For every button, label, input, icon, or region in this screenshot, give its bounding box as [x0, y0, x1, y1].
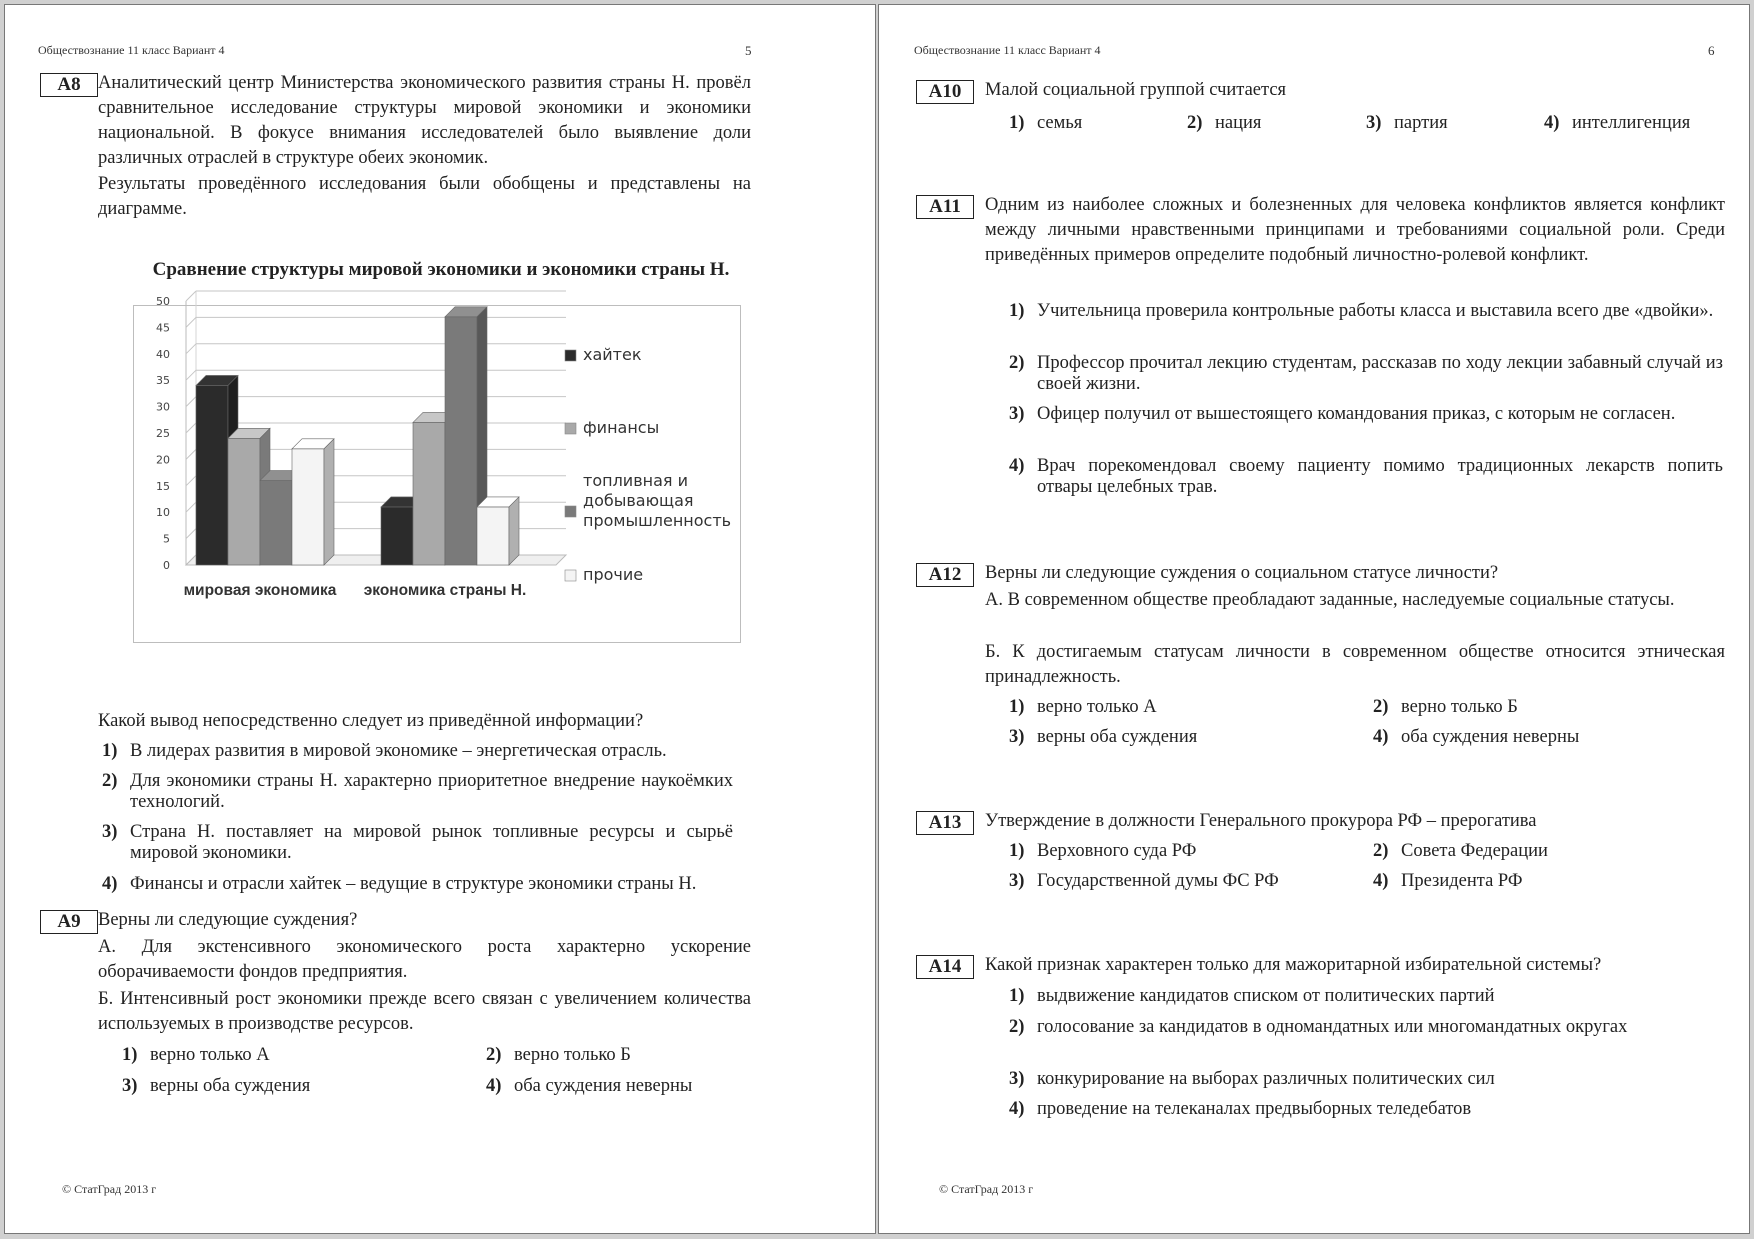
a9-statement-b: Б. Интенсивный рост экономики прежде всего связан с увеличением количества используемых в производстве ресурсов. — [98, 989, 751, 1034]
option-text: верно только Б — [1401, 697, 1518, 717]
y-tick-label: 10 — [156, 506, 170, 520]
bar-side-4-1 — [324, 439, 334, 565]
page-number: 6 — [1708, 43, 1715, 58]
a14-option-3[interactable] — [1009, 1069, 1725, 1090]
option-text: верны оба суждения — [1037, 727, 1198, 747]
x-category-label: мировая экономика — [183, 582, 337, 599]
y-tick-label: 15 — [156, 479, 170, 493]
legend-label: хайтек — [583, 345, 642, 364]
y-tick-label: 20 — [156, 453, 170, 467]
a9-option-1[interactable] — [122, 1045, 422, 1066]
bar-1-2 — [381, 507, 413, 565]
legend-swatch — [565, 423, 576, 434]
running-header: Обществознание 11 класс Вариант 4 — [38, 43, 225, 57]
chart-title: Сравнение структуры мировой экономики и экономики страны Н. — [152, 259, 730, 280]
option-text: верно только А — [150, 1045, 270, 1065]
page-number: 5 — [745, 43, 752, 58]
option-number: 1) — [102, 741, 118, 761]
a13-option-1[interactable] — [1009, 841, 1349, 862]
y-tick-label: 45 — [156, 321, 170, 335]
y-tick-label: 40 — [156, 347, 170, 361]
a9-option-4[interactable] — [486, 1076, 786, 1097]
option-number: 1) — [1009, 113, 1025, 133]
a10-option-3[interactable] — [1366, 113, 1546, 134]
question-label-a14: А14 — [916, 955, 974, 979]
option-text: верны оба суждения — [150, 1076, 311, 1096]
option-text: проведение на телеканалах предвыборных теледебатов — [1037, 1099, 1472, 1119]
question-label-a12: А12 — [916, 563, 974, 587]
bar-chart — [133, 295, 741, 643]
question-label-a9: А9 — [40, 910, 98, 934]
bar-side-4-2 — [509, 497, 519, 565]
a13-option-3[interactable] — [1009, 871, 1369, 892]
legend-label: финансы — [583, 418, 660, 437]
y-tick-label: 25 — [156, 427, 170, 440]
bar-2-2 — [413, 422, 445, 565]
footer: © СтатГрад 2013 г — [939, 1182, 1034, 1196]
option-text: Профессор прочитал лекцию студентам, рассказав по ходу лекции забавный случай из своей жизни. — [1037, 353, 1723, 394]
a9-option-3[interactable] — [122, 1076, 422, 1097]
a12-statement-b: Б. К достигаемым статусам личности в современном обществе относится этническая принадлежность. — [985, 642, 1725, 687]
option-number: 4) — [1009, 456, 1025, 476]
option-number: 3) — [1009, 727, 1025, 747]
option-number: 1) — [1009, 841, 1025, 861]
a11-text: Одним из наиболее сложных и болезненных для человека конфликтов является конфликт между личными нравственными принципами и требованиями социальной роли. Среди приведённых примеров определите подобный личностно-ролевой конфликт. — [985, 195, 1725, 265]
option-number: 2) — [1373, 697, 1389, 717]
a14-option-2[interactable] — [1009, 1017, 1725, 1038]
option-text: Для экономики страны Н. характерно приоритетное внедрение наукоёмких технологий. — [130, 771, 733, 812]
option-number: 2) — [1187, 113, 1203, 133]
bar-4-2 — [477, 507, 509, 565]
a12-option-2[interactable] — [1373, 697, 1713, 718]
a8-text: Аналитический центр Министерства экономического развития страны Н. провёл сравнительное исследование структуры мировой экономики и экономики национальной. В фокусе внимания исследователей было выявление доли различных отраслей в структуре обеих экономик. — [98, 73, 751, 168]
option-number: 3) — [122, 1076, 138, 1096]
a8-option-2[interactable] — [102, 771, 735, 813]
bar-3-2 — [445, 317, 477, 565]
option-number: 4) — [1009, 1099, 1025, 1119]
option-text: Учительница проверила контрольные работы класса и выставила всего две «двойки». — [1037, 301, 1714, 321]
legend-label: топливная и — [583, 471, 688, 490]
option-number: 4) — [1373, 871, 1389, 891]
a13-option-2[interactable] — [1373, 841, 1713, 862]
a14-option-1[interactable] — [1009, 986, 1725, 1007]
running-header: Обществознание 11 класс Вариант 4 — [914, 43, 1101, 57]
bar-4-1 — [292, 449, 324, 565]
x-category-label: экономика страны Н. — [363, 582, 527, 599]
footer: © СтатГрад 2013 г — [62, 1182, 157, 1196]
a11-option-3[interactable] — [1009, 404, 1725, 425]
option-number: 4) — [1544, 113, 1560, 133]
legend-swatch — [565, 350, 576, 361]
y-tick-label: 35 — [156, 374, 170, 388]
option-text: Совета Федерации — [1401, 841, 1548, 861]
legend-label: промышленность — [583, 511, 732, 530]
option-text: интеллигенция — [1572, 113, 1691, 133]
a8-question: Какой вывод непосредственно следует из приведённой информации? — [98, 711, 644, 731]
option-text: партия — [1394, 113, 1448, 133]
legend-label: добывающая — [583, 491, 694, 510]
a9-option-2[interactable] — [486, 1045, 786, 1066]
option-text: Финансы и отрасли хайтек – ведущие в структуре экономики страны Н. — [130, 874, 697, 894]
question-label-a11: А11 — [916, 195, 974, 219]
option-number: 3) — [1366, 113, 1382, 133]
bar-1-1 — [196, 385, 228, 565]
legend-label: прочие — [583, 565, 644, 584]
a10-option-1[interactable] — [1009, 113, 1189, 134]
a10-question: Малой социальной группой считается — [985, 80, 1287, 100]
option-text: оба суждения неверны — [1401, 727, 1580, 747]
option-text: семья — [1037, 113, 1083, 133]
a8-option-3[interactable] — [102, 822, 735, 864]
option-number: 2) — [486, 1045, 502, 1065]
question-label-a10: А10 — [916, 80, 974, 104]
option-text: В лидерах развития в мировой экономике – энергетическая отрасль. — [130, 741, 667, 761]
option-number: 2) — [1373, 841, 1389, 861]
a13-option-4[interactable] — [1373, 871, 1713, 892]
option-text: Президента РФ — [1401, 871, 1523, 891]
option-text: оба суждения неверны — [514, 1076, 693, 1096]
option-text: Страна Н. поставляет на мировой рынок топливные ресурсы и сырьё мировой экономики. — [130, 822, 733, 863]
a13-question: Утверждение в должности Генерального прокурора РФ – прерогатива — [985, 811, 1537, 831]
y-tick-label: 30 — [156, 400, 170, 414]
gridline-side — [186, 291, 196, 301]
option-number: 2) — [1009, 353, 1025, 373]
option-number: 1) — [122, 1045, 138, 1065]
a11-option-4[interactable] — [1009, 456, 1725, 498]
option-text: верно только А — [1037, 697, 1157, 717]
option-text: выдвижение кандидатов списком от политических партий — [1037, 986, 1495, 1006]
option-number: 4) — [102, 874, 118, 894]
a8-text-2: Результаты проведённого исследования были обобщены и представлены на диаграмме. — [98, 174, 751, 219]
option-number: 2) — [102, 771, 118, 791]
option-number: 2) — [1009, 1017, 1025, 1037]
option-text: Врач порекомендовал своему пациенту помимо традиционных лекарств попить отвары целебных трав. — [1037, 456, 1723, 497]
legend-swatch — [565, 506, 576, 517]
page-right — [878, 4, 1750, 1234]
a10-option-2[interactable] — [1187, 113, 1367, 134]
option-text: голосование за кандидатов в одномандатных или многомандатных округах — [1037, 1017, 1628, 1037]
option-number: 3) — [1009, 871, 1025, 891]
option-text: Офицер получил от вышестоящего командования приказ, с которым не согласен. — [1037, 404, 1676, 424]
a11-option-2[interactable] — [1009, 353, 1725, 395]
y-tick-label: 5 — [163, 532, 170, 546]
y-tick-label: 0 — [163, 559, 170, 572]
option-number: 1) — [1009, 697, 1025, 717]
a10-option-4[interactable] — [1544, 113, 1734, 134]
option-number: 4) — [486, 1076, 502, 1096]
option-number: 1) — [1009, 986, 1025, 1006]
page-left — [4, 4, 876, 1234]
option-text: Государственной думы ФС РФ — [1037, 871, 1279, 891]
option-number: 1) — [1009, 301, 1025, 321]
bar-2-1 — [228, 438, 260, 565]
a9-statement-a: А. Для экстенсивного экономического роста характерно ускорение оборачиваемости фондов предприятия. — [98, 937, 751, 982]
option-text: конкурирование на выборах различных политических сил — [1037, 1069, 1495, 1089]
option-text: Верховного суда РФ — [1037, 841, 1197, 861]
bar-3-1 — [260, 481, 292, 565]
a12-option-3[interactable] — [1009, 727, 1349, 748]
a14-question: Какой признак характерен только для мажоритарной избирательной системы? — [985, 955, 1602, 975]
a12-option-4[interactable] — [1373, 727, 1713, 748]
option-number: 3) — [102, 822, 118, 842]
option-number: 3) — [1009, 404, 1025, 424]
question-label-a8: А8 — [40, 73, 98, 97]
a8-option-1[interactable] — [102, 741, 735, 762]
option-text: нация — [1215, 113, 1262, 133]
option-text: верно только Б — [514, 1045, 631, 1065]
legend-swatch — [565, 570, 576, 581]
a12-question: Верны ли следующие суждения о социальном статусе личности? — [985, 563, 1499, 583]
question-label-a13: А13 — [916, 811, 974, 835]
a12-option-1[interactable] — [1009, 697, 1349, 718]
a9-question: Верны ли следующие суждения? — [98, 910, 358, 930]
a14-option-4[interactable] — [1009, 1099, 1725, 1120]
a11-option-1[interactable] — [1009, 301, 1725, 322]
y-tick-label: 50 — [156, 295, 170, 308]
a12-statement-a: А. В современном обществе преобладают заданные, наследуемые социальные статусы. — [985, 590, 1675, 610]
option-number: 4) — [1373, 727, 1389, 747]
option-number: 3) — [1009, 1069, 1025, 1089]
a8-option-4[interactable] — [102, 874, 735, 895]
